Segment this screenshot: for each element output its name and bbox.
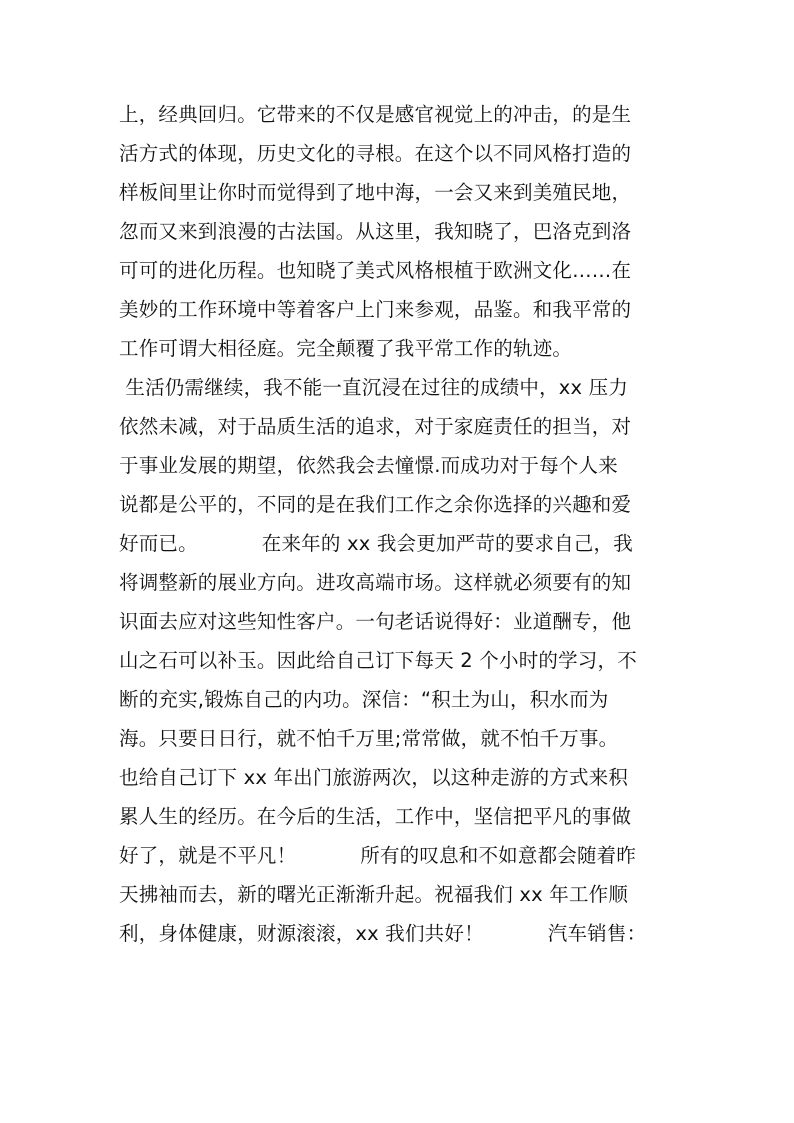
text-line: 识面去应对这些知性客户。一句老话说得好：业道酬专，他 bbox=[119, 610, 632, 633]
text-line: 样板间里让你时而觉得到了地中海，一会又来到美殖民地， bbox=[119, 181, 632, 204]
text-line: 可可的进化历程。也知晓了美式风格根植于欧洲文化……在 bbox=[119, 259, 632, 282]
text-line: 工作可谓大相径庭。完全颠覆了我平常工作的轨迹。 bbox=[119, 337, 573, 360]
text-line: 依然未减，对于品质生活的追求，对于家庭责任的担当，对 bbox=[119, 415, 632, 438]
text-line: 美妙的工作环境中等着客户上门来参观，品鉴。和我平常的 bbox=[119, 298, 632, 321]
text-line: 山之石可以补玉。因此给自己订下每天 2 个小时的学习，不 bbox=[119, 649, 637, 672]
text-line: 于事业发展的期望，依然我会去憧憬.而成功对于每个人来 bbox=[119, 454, 618, 477]
text-line: 利，身体健康，财源滚滚，xx 我们共好！ 汽车销售： bbox=[119, 922, 647, 945]
text-line: 好而已。 在来年的 xx 我会更加严苛的要求自己，我 bbox=[119, 532, 633, 555]
text-line: 好了，就是不平凡！ 所有的叹息和不如意都会随着昨 bbox=[119, 844, 637, 867]
text-line: 天拂袖而去，新的曙光正渐渐升起。祝福我们 xx 年工作顺 bbox=[119, 883, 629, 906]
text-line: 活方式的体现，历史文化的寻根。在这个以不同风格打造的 bbox=[119, 142, 632, 165]
text-line: 上，经典回归。它带来的不仅是感官视觉上的冲击，的是生 bbox=[119, 103, 632, 126]
text-line: 说都是公平的，不同的是在我们工作之余你选择的兴趣和爱 bbox=[119, 493, 632, 516]
text-line: 海。只要日日行，就不怕千万里;常常做，就不怕千万事。 bbox=[119, 727, 619, 750]
text-line: 累人生的经历。在今后的生活，工作中，坚信把平凡的事做 bbox=[119, 805, 632, 828]
text-line: 断的充实,锻炼自己的内功。深信：“积土为山，积水而为 bbox=[119, 688, 609, 711]
text-line: 将调整新的展业方向。进攻高端市场。这样就必须要有的知 bbox=[119, 571, 632, 594]
text-line: 生活仍需继续，我不能一直沉浸在过往的成绩中，xx 压力 bbox=[119, 376, 629, 399]
text-line: 忽而又来到浪漫的古法国。从这里，我知晓了，巴洛克到洛 bbox=[119, 220, 632, 243]
text-line: 也给自己订下 xx 年出门旅游两次，以这种走游的方式来积 bbox=[119, 766, 629, 789]
